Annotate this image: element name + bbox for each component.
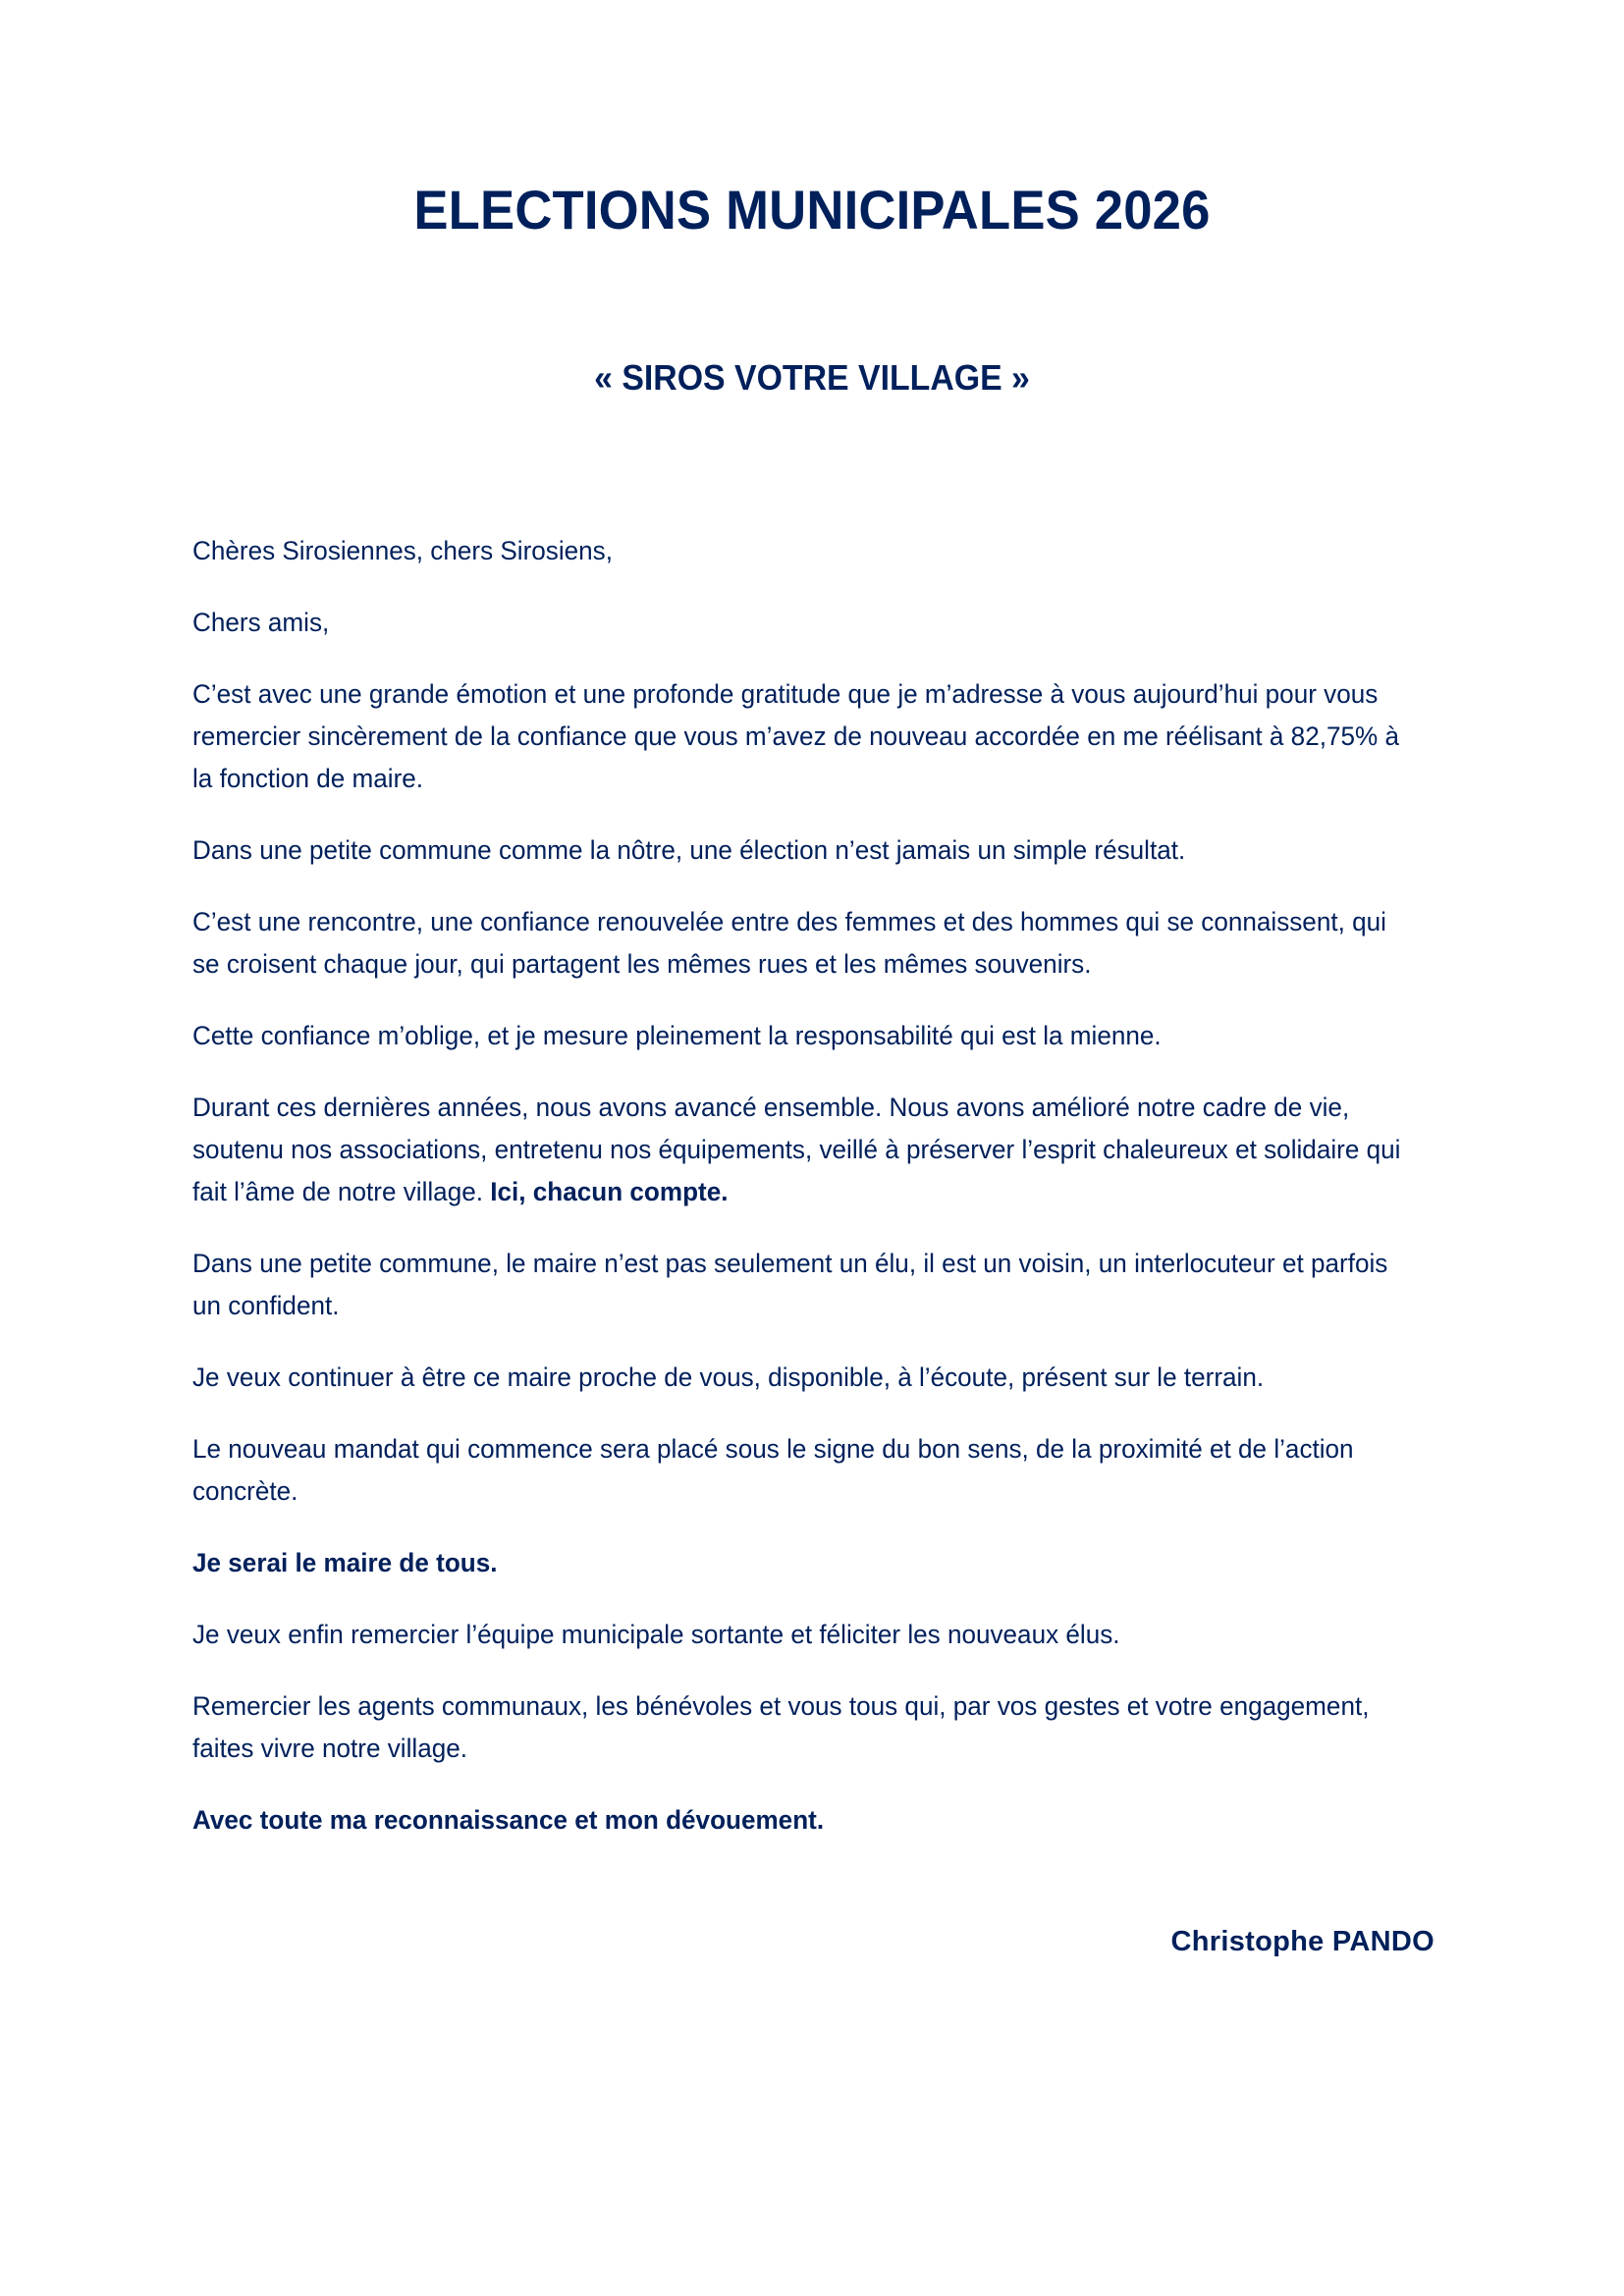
paragraph-responsabilite: Cette confiance m’oblige, et je mesure pleinement la responsabilité qui est la mienne. xyxy=(192,1021,1162,1050)
paragraph-bilan-text: Durant ces dernières années, nous avons avancé ensemble. Nous avons amélioré notre cadre de vie, soutenu nos associations, entretenu nos équipements, veillé à préserver l’esprit chaleureux et solidaire qui fait l’âme de notre village. xyxy=(192,1093,1401,1206)
paragraph-rencontre: C’est une rencontre, une confiance renouvelée entre des femmes et des hommes qui se connaissent, qui se croisent chaque jour, qui partagent les mêmes rues et les mêmes souvenirs. xyxy=(192,907,1386,979)
paragraph-remerciement-equipe: Je veux enfin remercier l’équipe municipale sortante et féliciter les nouveaux élus. xyxy=(192,1620,1120,1649)
paragraph-gratitude: C’est avec une grande émotion et une profonde gratitude que je m’adresse à vous aujourd’hui pour vous remercier sincèrement de la confiance que vous m’avez de nouveau accordée en me réélisant à 82,75% à la fonction de maire. xyxy=(192,679,1399,793)
paragraph-election-result: Dans une petite commune comme la nôtre, une élection n’est jamais un simple résultat. xyxy=(192,835,1186,865)
document-title: ELECTIONS MUNICIPALES 2026 xyxy=(413,179,1211,240)
statement-maire-de-tous: Je serai le maire de tous. xyxy=(192,1548,498,1577)
paragraph-nouveau-mandat: Le nouveau mandat qui commence sera placé sous le signe du bon sens, de la proximité et de l’action concrète. xyxy=(192,1434,1354,1506)
paragraph-remerciement-agents: Remercier les agents communaux, les bénévoles et vous tous qui, par vos gestes et votre engagement, faites vivre notre village. xyxy=(192,1691,1370,1763)
salutation-line-1: Chères Sirosiennes, chers Sirosiens, xyxy=(192,536,613,565)
paragraph-bilan xyxy=(192,1087,1416,1213)
closing-statement: Avec toute ma reconnaissance et mon dévouement. xyxy=(192,1805,825,1835)
paragraph-maire-voisin: Dans une petite commune, le maire n’est pas seulement un élu, il est un voisin, un interlocuteur et parfois un confident. xyxy=(192,1249,1388,1320)
document-subtitle: « SIROS VOTRE VILLAGE » xyxy=(594,357,1030,398)
letter-body xyxy=(192,530,1435,1871)
paragraph-proximite: Je veux continuer à être ce maire proche de vous, disponible, à l’écoute, présent sur le terrain. xyxy=(192,1362,1265,1392)
signature-name: Christophe PANDO xyxy=(1170,1926,1435,1957)
salutation-line-2: Chers amis, xyxy=(192,608,330,637)
paragraph-bilan-emphasis: Ici, chacun compte. xyxy=(490,1177,729,1206)
